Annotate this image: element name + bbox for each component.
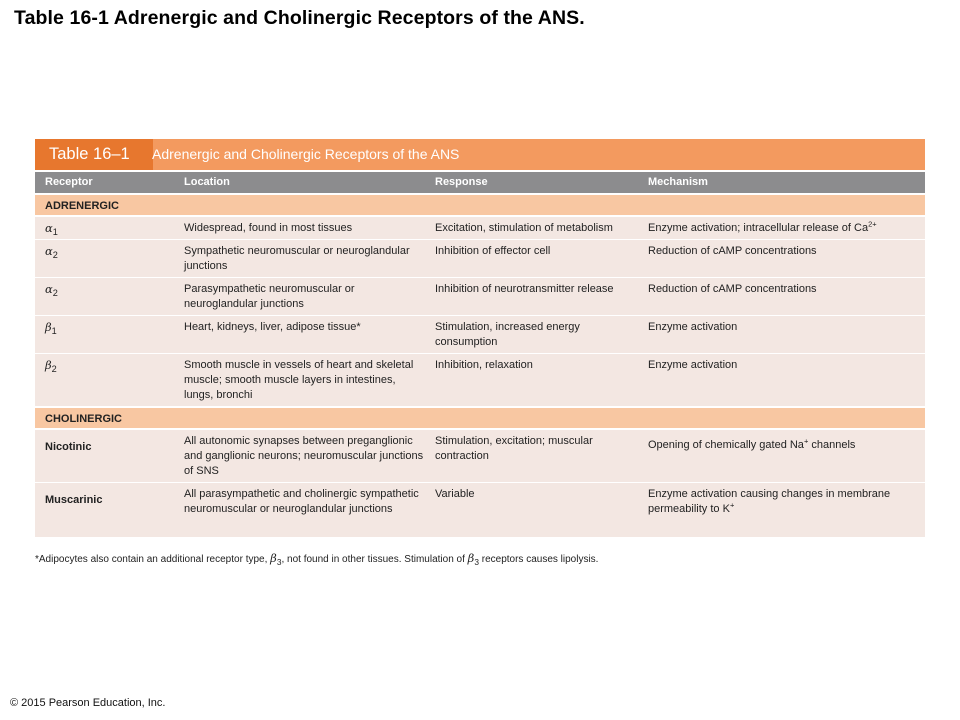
mechanism-cell: Enzyme activation; intracellular release of $Ca^{2+}$	[648, 219, 877, 234]
receptor-cell: $\alpha_1$	[45, 221, 58, 238]
location-cell: All autonomic synapses between preganglionic and ganglionic neurons; neuromuscular junctions of SNS	[184, 435, 424, 477]
location-cell: Sympathetic neuromuscular or neuroglandular junctions	[184, 245, 410, 272]
table-row	[35, 277, 925, 315]
mechanism-cell: Enzyme activation	[648, 321, 738, 333]
response-cell: Excitation, stimulation of metabolism	[435, 222, 613, 234]
receptor-cell: Muscarinic	[45, 494, 103, 506]
response-cell: Inhibition of neurotransmitter release	[435, 283, 614, 295]
table-row	[35, 315, 925, 353]
location-cell: Widespread, found in most tissues	[184, 222, 353, 234]
receptor-cell: $\alpha_2$	[45, 282, 58, 299]
header-response: Response	[435, 176, 488, 188]
table-row	[35, 239, 925, 277]
receptor-cell: $\alpha_2$	[45, 244, 58, 261]
mechanism-cell: Enzyme activation	[648, 359, 738, 371]
header-mechanism: Mechanism	[648, 176, 708, 188]
table-header-row	[35, 170, 925, 193]
header-location: Location	[184, 176, 230, 188]
location-cell: Heart, kidneys, liver, adipose tissue*	[184, 321, 361, 333]
location-cell: All parasympathetic and cholinergic sympathetic neuromuscular or neuroglandular junctions	[184, 488, 419, 515]
table-row	[35, 428, 925, 482]
response-cell: Stimulation, increased energy consumption	[435, 321, 580, 348]
mechanism-cell: Reduction of cAMP concentrations	[648, 245, 817, 257]
response-cell: Inhibition of effector cell	[435, 245, 551, 257]
section-cholinergic: CHOLINERGIC	[35, 406, 925, 428]
location-cell: Parasympathetic neuromuscular or neuroglandular junctions	[184, 283, 355, 310]
section-adrenergic: ADRENERGIC	[35, 193, 925, 215]
response-cell: Inhibition, relaxation	[435, 359, 533, 371]
receptor-cell: $\beta_1$	[45, 320, 57, 337]
mechanism-cell: Opening of chemically gated Na+ channels	[648, 436, 856, 451]
mechanism-cell: Enzyme activation causing changes in membrane permeability to K+	[648, 488, 891, 515]
table-label: Table 16–1	[35, 139, 153, 170]
mechanism-cell: Reduction of cAMP concentrations	[648, 283, 817, 295]
header-receptor: Receptor	[45, 176, 93, 188]
table-title: Adrenergic and Cholinergic Receptors of the ANS	[152, 146, 460, 162]
response-cell: Stimulation, excitation; muscular contraction	[435, 435, 593, 462]
copyright-notice: © 2015 Pearson Education, Inc.	[10, 697, 166, 709]
location-cell: Smooth muscle in vessels of heart and skeletal muscle; smooth muscle layers in intestines, lungs, bronchi	[184, 359, 414, 401]
table-row	[35, 353, 925, 406]
table-row	[35, 482, 925, 537]
receptor-cell: Nicotinic	[45, 441, 92, 453]
table-footnote: *Adipocytes also contain an additional receptor type, $\beta_3$, not found in other tissues. Stimulation of $\beta_3$ receptors causes lipolysis.	[35, 551, 599, 567]
response-cell: Variable	[435, 488, 475, 500]
table-banner	[35, 139, 925, 170]
table-row	[35, 215, 925, 239]
receptor-table	[35, 139, 925, 537]
slide-title: Table 16-1 Adrenergic and Cholinergic Receptors of the ANS.	[14, 7, 585, 29]
receptor-cell: $\beta_2$	[45, 358, 57, 375]
